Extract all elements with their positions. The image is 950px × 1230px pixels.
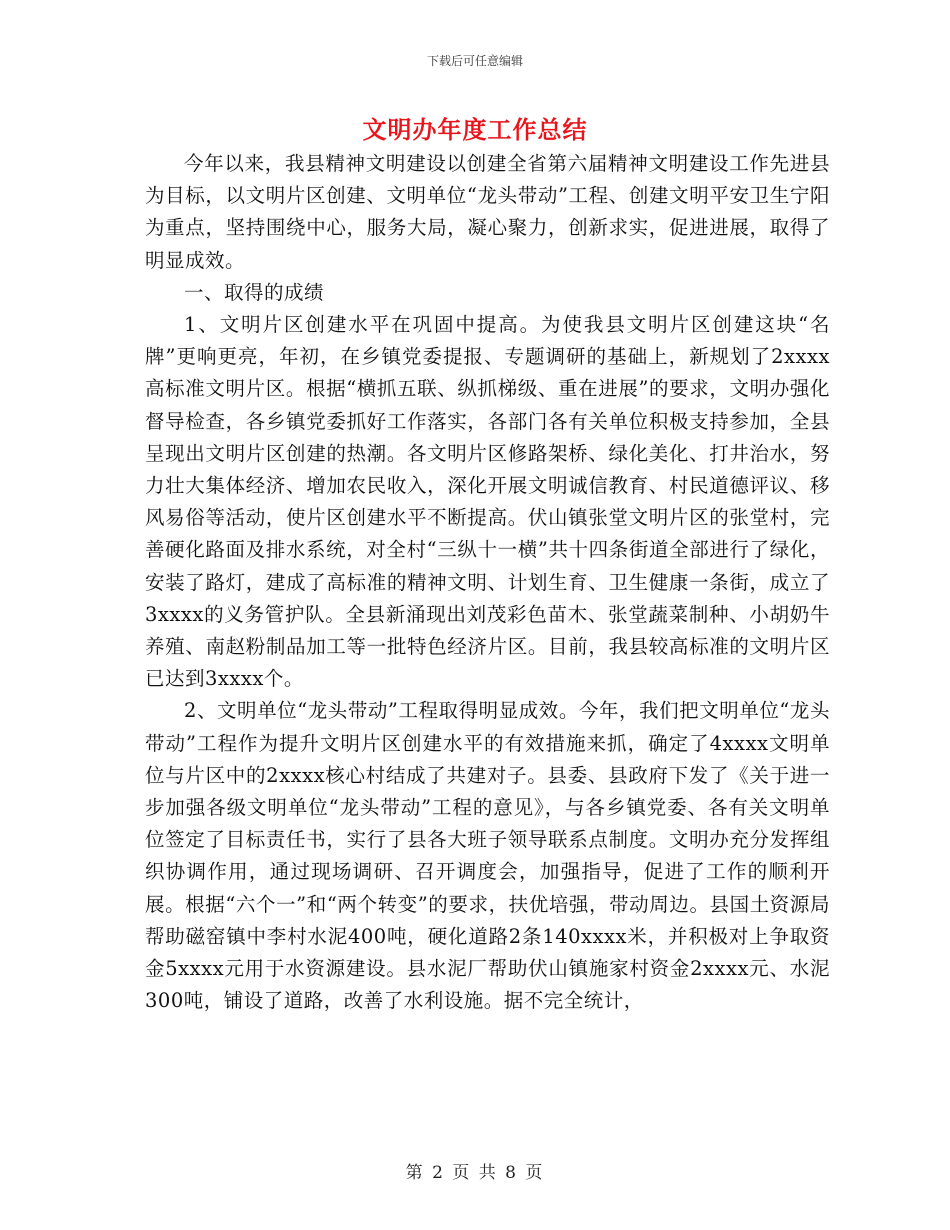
paragraph-intro: 今年以来，我县精神文明建设以创建全省第六届精神文明建设工作先进县为目标，以文明片区创建、文明单位“龙头带动”工程、创建文明平安卫生宁阳为重点，坚持围绕中心，服务大局，凝心聚力，创新求实，促进进展，取得了明显成效。 [145, 152, 830, 272]
section-heading-achievements: 一、取得的成绩 [184, 280, 325, 304]
paragraph-civilized-districts: 1、文明片区创建水平在巩固中提高。为使我县文明片区创建这块“名牌”更响更亮，年初，在乡镇党委提报、专题调研的基础上，新规划了2xxxx高标准文明片区。根据“横抓五联、纵抓梯级、重在进展”的要求，文明办强化督导检查，各乡镇党委抓好工作落实，各部门各有关单位积极支持参加，全县呈现出文明片区创建的热潮。各文明片区修路架桥、绿化美化、打井治水，努力壮大集体经济、增加农民收入，深化开展文明诚信教育、村民道德评议、移风易俗等活动，使片区创建水平不断提高。伏山镇张堂文明片区的张堂村，完善硬化路面及排水系统，对全村“三纵十一横”共十四条街道全部进行了绿化，安装了路灯，建成了高标准的精神文明、计划生育、卫生健康一条街，成立了3xxxx的义务管护队。全县新涌现出刘茂彩色苗木、张堂蔬菜制种、小胡奶牛养殖、南赵粉制品加工等一批特色经济片区。目前，我县较高标准的文明片区已达到3xxxx个。 [145, 313, 830, 691]
document-title: 文明办年度工作总结 [362, 115, 588, 144]
page-number-footer: 第 2 页 共 8 页 [405, 1163, 545, 1183]
document-body [145, 148, 830, 1017]
page-header-note: 下载后可任意编辑 [426, 54, 523, 68]
paragraph-leading-units: 2、文明单位“龙头带动”工程取得明显成效。今年，我们把文明单位“龙头带动”工程作为提升文明片区创建水平的有效措施来抓，确定了4xxxx文明单位与片区中的2xxxx核心村结成了共建对子。县委、县政府下发了《关于进一步加强各级文明单位“龙头带动”工程的意见》，与各乡镇党委、各有关文明单位签定了目标责任书，实行了县各大班子领导联系点制度。文明办充分发挥组织协调作用，通过现场调研、召开调度会，加强指导，促进了工作的顺利开展。根据“六个一”和“两个转变”的要求，扶优培强，带动周边。县国土资源局帮助磁窑镇中李村水泥400吨，硬化道路2条140xxxx米，并积极对上争取资金5xxxx元用于水资源建设。县水泥厂帮助伏山镇施家村资金2xxxx元、水泥300吨，铺设了道路，改善了水利设施。据不完全统计， [145, 699, 830, 1013]
